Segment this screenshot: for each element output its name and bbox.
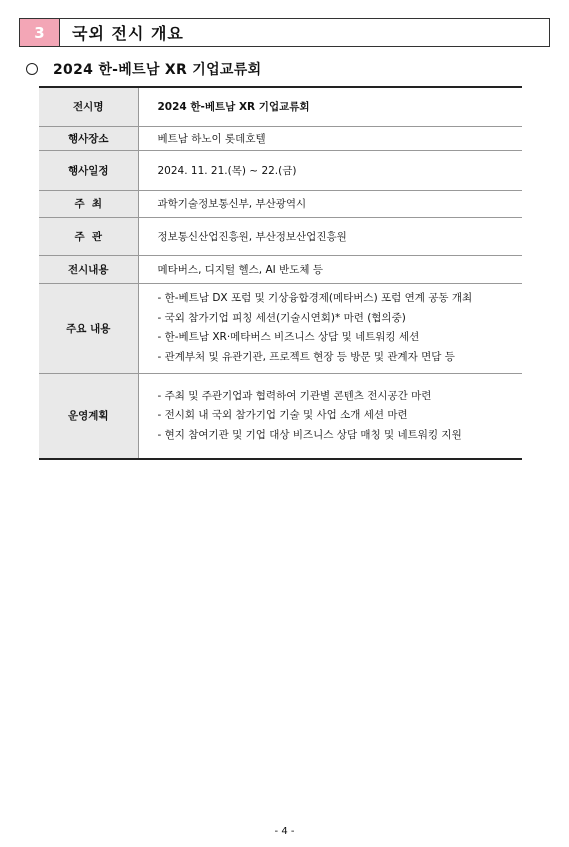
circle-bullet-icon bbox=[26, 63, 38, 75]
overview-table bbox=[39, 86, 522, 460]
table-row bbox=[39, 373, 522, 459]
list-item: - 주최 및 주관기업과 협력하여 기관별 콘텐츠 전시공간 마련 bbox=[157, 389, 432, 402]
table-row bbox=[39, 87, 522, 126]
list-item: - 전시회 내 국외 참가기업 기술 및 사업 소개 세션 마련 bbox=[157, 409, 408, 421]
row-value: 과학기술정보통신부, 부산광역시 bbox=[157, 198, 307, 210]
detail-list bbox=[158, 387, 523, 446]
list-item: - 국외 참가기업 피칭 세션(기술시연회)* 마련 (협의중) bbox=[157, 311, 406, 324]
row-label: 주 관 bbox=[39, 217, 138, 255]
row-label: 전시내용 bbox=[39, 255, 138, 283]
list-item: - 한-베트남 XR·메타버스 비즈니스 상담 및 네트워킹 세션 bbox=[157, 331, 420, 343]
list-item: - 관계부처 및 유관기관, 프로젝트 현장 등 방문 및 관계자 면담 등 bbox=[157, 350, 455, 363]
list-item: - 한-베트남 DX 포럼 및 기상융합경제(메타버스) 포럼 연계 공동 개최 bbox=[157, 292, 473, 304]
detail-list bbox=[158, 289, 523, 367]
row-label: 전시명 bbox=[39, 87, 138, 126]
subtitle-text: 2024 한-베트남 XR 기업교류회 bbox=[53, 62, 262, 78]
page-number: - 4 - bbox=[274, 826, 295, 837]
row-label: 행사일정 bbox=[39, 150, 138, 190]
section-number: 3 bbox=[20, 19, 60, 46]
row-value: 2024. 11. 21.(목) ~ 22.(금) bbox=[157, 164, 297, 177]
row-label: 행사장소 bbox=[39, 126, 138, 150]
list-item: - 현지 참여기관 및 기업 대상 비즈니스 상담 매칭 및 네트워킹 지원 bbox=[157, 428, 462, 441]
row-label: 주요 내용 bbox=[39, 283, 138, 373]
table-row bbox=[39, 150, 522, 190]
row-value bbox=[138, 283, 522, 373]
subtitle bbox=[26, 58, 261, 80]
row-value bbox=[138, 373, 522, 459]
section-title: 국외 전시 개요 bbox=[72, 24, 184, 43]
table-row bbox=[39, 217, 522, 255]
table-row bbox=[39, 283, 522, 373]
row-value: 베트남 하노이 롯데호텔 bbox=[157, 132, 266, 145]
row-value: 메타버스, 디지털 헬스, AI 반도체 등 bbox=[157, 263, 324, 276]
section-header bbox=[19, 18, 550, 47]
table-row bbox=[39, 126, 522, 150]
row-value: 2024 한-베트남 XR 기업교류회 bbox=[157, 101, 310, 114]
row-label: 주 최 bbox=[39, 190, 138, 217]
row-label: 운영계획 bbox=[39, 373, 138, 459]
table-row bbox=[39, 255, 522, 283]
table-row bbox=[39, 190, 522, 217]
row-value: 정보통신산업진흥원, 부산정보산업진흥원 bbox=[157, 230, 347, 243]
